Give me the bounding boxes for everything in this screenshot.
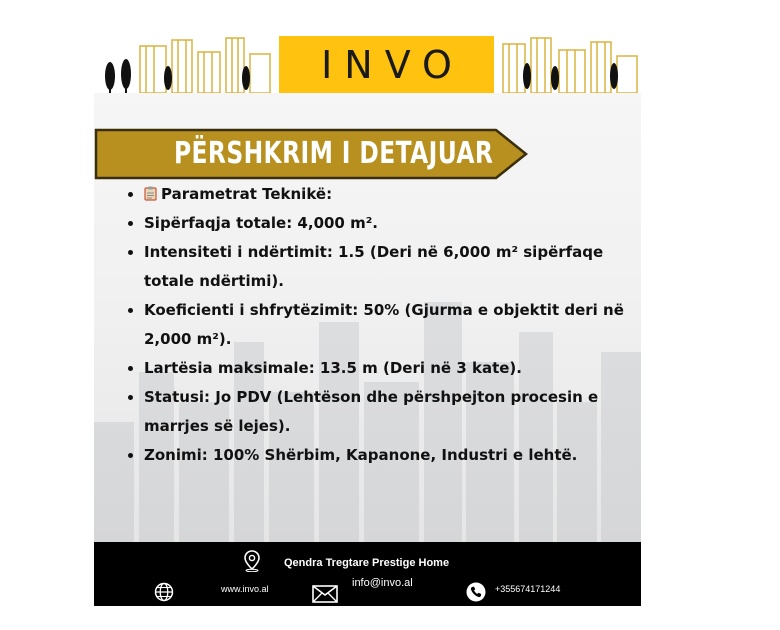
clipboard-icon (144, 186, 157, 201)
spec-text: Zonimi: 100% Shërbim, Kapanone, Industri e lehtë. (144, 446, 578, 464)
email-link[interactable]: info@invo.al (352, 577, 413, 589)
brand-logo: INVO (321, 42, 464, 87)
globe-icon (154, 582, 174, 602)
buildings-illustration-right (499, 36, 639, 93)
spec-text: Lartësia maksimale: 13.5 m (Deri në 3 kate). (144, 359, 522, 377)
brand-logo-box (279, 36, 494, 93)
section-title: PËRSHKRIM I DETAJUAR (174, 136, 494, 171)
phone-number[interactable]: +355674171244 (495, 584, 561, 594)
spec-text: Statusi: Jo PDV (Lehtëson dhe përshpejton procesin e marrjes së lejes). (144, 388, 599, 435)
listing-card (94, 36, 641, 606)
address-text: Qendra Tregtare Prestige Home (284, 557, 450, 569)
website-link[interactable]: www.invo.al (221, 584, 269, 594)
phone-icon (466, 582, 486, 602)
spec-text: Intensiteti i ndërtimit: 1.5 (Deri në 6,000 m² sipërfaqe totale ndërtimi). (144, 243, 604, 290)
spec-text: Sipërfaqja totale: 4,000 m². (144, 214, 378, 232)
spec-text: Parametrat Teknikë: (161, 185, 333, 203)
list-item (144, 354, 641, 383)
spec-text: Koeficienti i shfrytëzimit: 50% (Gjurma e objektit deri në 2,000 m²). (144, 301, 624, 348)
buildings-illustration-left (102, 36, 272, 93)
specs-list (116, 180, 641, 470)
header-bar (94, 36, 641, 93)
list-item (144, 296, 641, 354)
list-item (144, 209, 641, 238)
list-item (144, 441, 641, 470)
list-item (144, 238, 641, 296)
list-item (144, 180, 641, 209)
envelope-icon (312, 585, 338, 603)
location-pin-icon (243, 550, 261, 572)
list-item (144, 383, 641, 441)
contact-footer (94, 542, 641, 606)
